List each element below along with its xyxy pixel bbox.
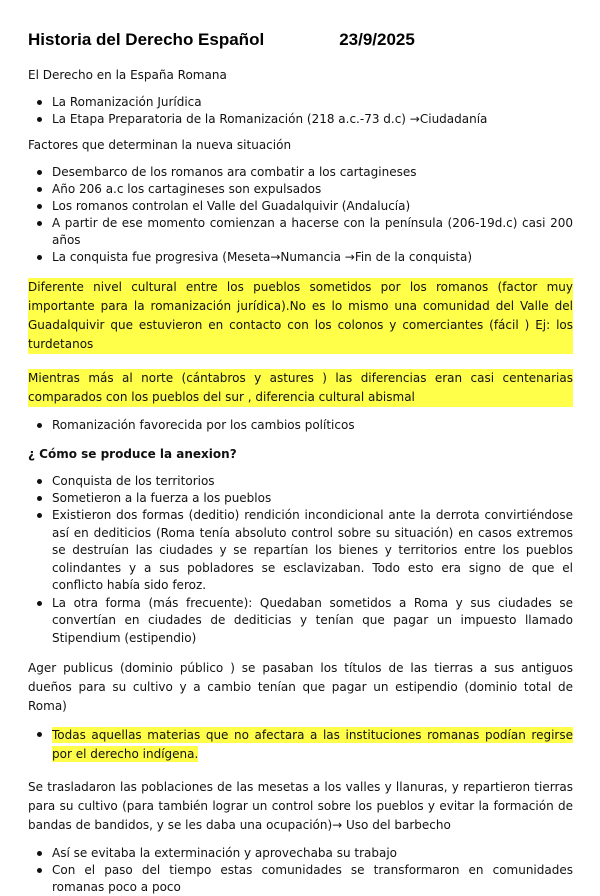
romanizacion-politica-list <box>28 417 573 434</box>
list-item: La Romanización Jurídica <box>52 94 573 111</box>
document-title: Historia del Derecho Español <box>28 30 265 49</box>
derecho-indigena-list <box>28 726 573 764</box>
list-item <box>52 726 573 764</box>
anexion-list <box>28 473 573 647</box>
list-item: La otra forma (más frecuente): Quedaban sometidos a Roma y sus ciudades se convertían en ciudades de dediticias y tenían que pagar un impuesto llamado Stipendium (estipendio) <box>52 595 573 648</box>
list-item: Año 206 a.c los cartagineses son expulsados <box>52 181 573 198</box>
highlight-block-norte <box>28 369 573 407</box>
document-header <box>28 30 573 52</box>
list-item: Sometieron a la fuerza a los pueblos <box>52 490 573 507</box>
factors-title: Factores que determinan la nueva situación <box>28 138 292 152</box>
highlight-paragraph-2: Mientras más al norte (cántabros y astures ) las diferencias eran casi centenarias comparados con los pueblos del sur , diferencia cultural abismal <box>28 371 573 404</box>
list-item: Con el paso del tiempo estas comunidades se transformaron en comunidades romanas poco a poco <box>52 863 573 894</box>
list-item: A partir de ese momento comienzan a hacerse con la península (206-19d.c) casi 200 años <box>52 216 573 247</box>
list-item: Desembarco de los romanos ara combatir a los cartagineses <box>52 164 573 181</box>
final-list <box>28 845 573 896</box>
highlighted-text: Todas aquellas materias que no afectara a las instituciones romanas podían regirse por el derecho indígena. <box>52 728 573 761</box>
intro-paragraph: El Derecho en la España Romana <box>28 68 227 82</box>
ager-paragraph: Ager publicus (dominio público ) se pasaban los títulos de las tierras a sus antiguos dueños para su cultivo y a cambio tenían que pagar un estipendio (dominio total de Roma) <box>28 661 573 713</box>
highlight-paragraph-1: Diferente nivel cultural entre los pueblos sometidos por los romanos (factor muy importante para la romanización jurídica).No es lo mismo una comunidad del Valle del Guadalquivir que estuvieron en contacto con los colonos y comerciantes (fácil ) Ej: los turdetanos <box>28 280 573 351</box>
anexion-question: ¿ Cómo se produce la anexion? <box>28 447 237 461</box>
highlight-block-cultural <box>28 278 573 354</box>
romanizacion-list <box>28 94 573 128</box>
list-item: Romanización favorecida por los cambios políticos <box>52 417 573 434</box>
list-item: La conquista fue progresiva (Meseta→Numancia →Fin de la conquista) <box>52 249 573 266</box>
traslado-paragraph: Se trasladaron las poblaciones de las mesetas a los valles y llanuras, y repartieron tierras para su cultivo (para también lograr un control sobre los pueblos y evitar la formación de bandas de bandidos, y se les daba una ocupación)→ Uso del barbecho <box>28 780 573 832</box>
list-item: Los romanos controlan el Valle del Guadalquivir (Andalucía) <box>52 198 573 215</box>
document-date: 23/9/2025 <box>339 30 415 49</box>
list-item: Así se evitaba la exterminación y aprovechaba su trabajo <box>52 845 573 862</box>
list-item: Conquista de los territorios <box>52 473 573 490</box>
list-item: Existieron dos formas (deditio) rendición incondicional ante la derrota convirtiéndose así en dediticios (Roma tenía absoluto control sobre su situación) en casos extremos se destruían las ciudades y se repartían los bienes y territorios entre los pueblos colindantes y a sus pobladores se esclavizaban. Todo esto era signo de que el conflicto había sido feroz. <box>52 507 573 595</box>
factors-list <box>28 164 573 266</box>
list-item: La Etapa Preparatoria de la Romanización (218 a.c.-73 d.c) →Ciudadanía <box>52 111 573 128</box>
